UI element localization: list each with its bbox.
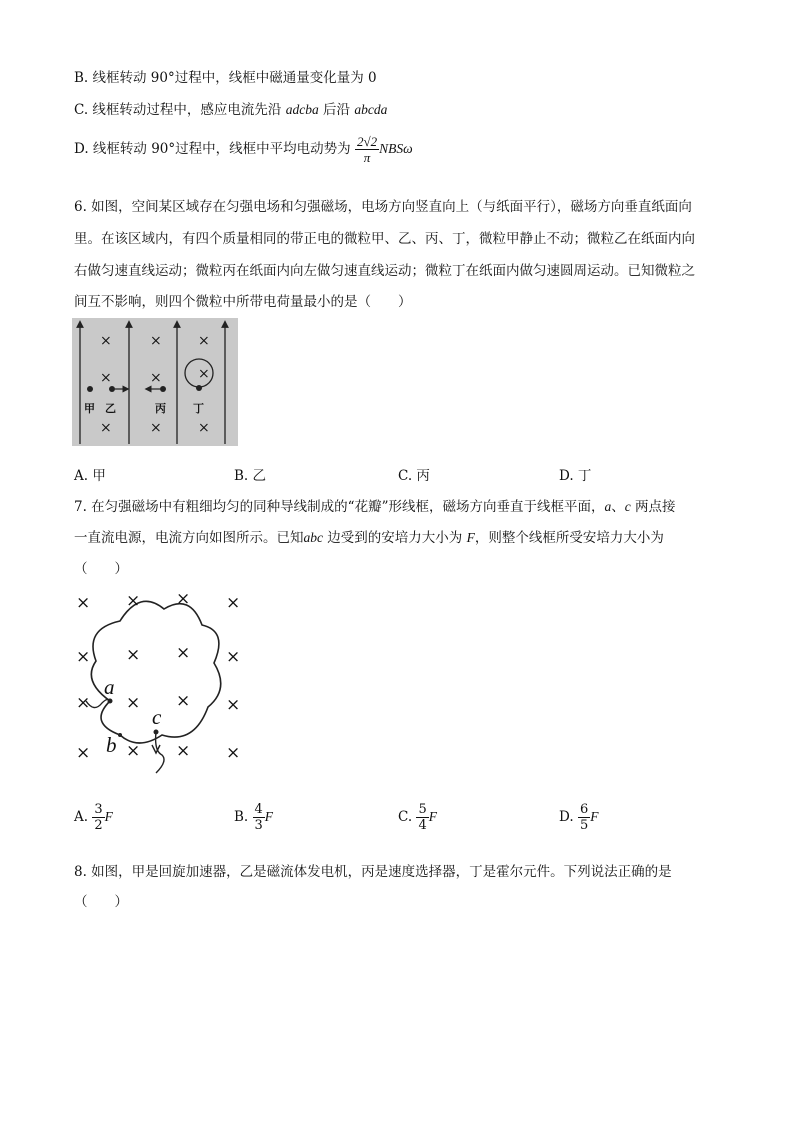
q5-option-c: C. 线框转动过程中，感应电流先沿 adcba 后沿 abcda [74, 102, 388, 118]
q7-stem-line2: 一直流电源，电流方向如图所示。已知abc 边受到的安培力大小为 F，则整个线框所受安培力大小为 [74, 530, 664, 546]
q5-option-b: B. 线框转动 90°过程中，线框中磁通量变化量为 0 [74, 70, 377, 86]
q7-option-d[interactable]: D. $\frac{6}{5}$ F [559, 802, 599, 833]
label-jia: 甲 [84, 402, 95, 415]
q6-stem-line3: 右做匀速直线运动；微粒丙在纸面内向左做匀速直线运动；微粒丁在纸面内做匀速圆周运动。已知微粒之 [74, 263, 695, 279]
cross-mark: × [150, 370, 162, 386]
q5-option-d: D. 线框转动 90°过程中，线框中平均电动势为 $\frac{2√2}{\pi}$ NBSω [74, 134, 413, 165]
q7-figure [60, 585, 260, 785]
cross-mark: × [226, 743, 241, 763]
q6-option-a[interactable]: A. 甲 [74, 468, 106, 484]
cross-mark: × [226, 593, 241, 613]
label-ding: 丁 [193, 402, 204, 415]
cross-mark: × [126, 741, 141, 761]
q6-stem-line2: 里。在该区域内，有四个质量相同的带正电的微粒甲、乙、丙、丁，微粒甲静止不动；微粒乙在纸面内向 [74, 231, 695, 247]
label-yi: 乙 [105, 402, 116, 415]
label-bing: 丙 [155, 402, 166, 415]
q7-option-a[interactable]: A. $\frac{3}{2}$ F [74, 802, 113, 833]
cross-mark: × [126, 645, 141, 665]
q7-option-b[interactable]: B. $\frac{4}{3}$ F [234, 802, 274, 833]
cross-mark: × [198, 366, 210, 382]
cross-mark: × [100, 370, 112, 386]
cross-mark: × [150, 420, 162, 436]
cross-mark: × [100, 420, 112, 436]
q6-figure [72, 318, 238, 446]
cross-mark: × [226, 647, 241, 667]
cross-mark: × [100, 333, 112, 349]
cross-mark: × [76, 743, 91, 763]
q7-option-c[interactable]: C. $\frac{5}{4}$ F [398, 802, 437, 833]
q6-option-b[interactable]: B. 乙 [234, 468, 267, 484]
label-b: b [106, 733, 117, 757]
cross-mark: × [176, 741, 191, 761]
label-a: a [104, 675, 115, 699]
cross-mark: × [226, 695, 241, 715]
q6-stem-line4: 间互不影响，则四个微粒中所带电荷量最小的是（ ） [74, 294, 412, 310]
cross-mark: × [150, 333, 162, 349]
q8-stem-line2: （ ） [74, 894, 128, 910]
q6-option-c[interactable]: C. 丙 [398, 468, 430, 484]
cross-mark: × [198, 420, 210, 436]
cross-mark: × [176, 691, 191, 711]
cross-mark: × [126, 591, 141, 611]
cross-mark: × [76, 593, 91, 613]
q7-stem-line3: （ ） [74, 561, 128, 577]
q5-fraction: $\frac{2√2}{\pi}$ [356, 134, 378, 165]
cross-mark: × [176, 589, 191, 609]
cross-mark: × [76, 693, 91, 713]
cross-mark: × [176, 643, 191, 663]
cross-mark: × [126, 693, 141, 713]
q8-stem-line1: 8. 如图，甲是回旋加速器，乙是磁流体发电机，丙是速度选择器，丁是霍尔元件。下列说法正确的是 [74, 864, 672, 880]
cross-mark: × [198, 333, 210, 349]
q6-option-d[interactable]: D. 丁 [559, 468, 592, 484]
q7-stem-line1: 7. 在匀强磁场中有粗细均匀的同种导线制成的“花瓣”形线框，磁场方向垂直于线框平面，a、c 两点接 [74, 499, 676, 515]
cross-mark: × [76, 647, 91, 667]
label-c: c [152, 705, 162, 729]
q6-stem-line1: 6. 如图，空间某区域存在匀强电场和匀强磁场，电场方向竖直向上（与纸面平行），磁场方向垂直纸面向 [74, 199, 692, 215]
